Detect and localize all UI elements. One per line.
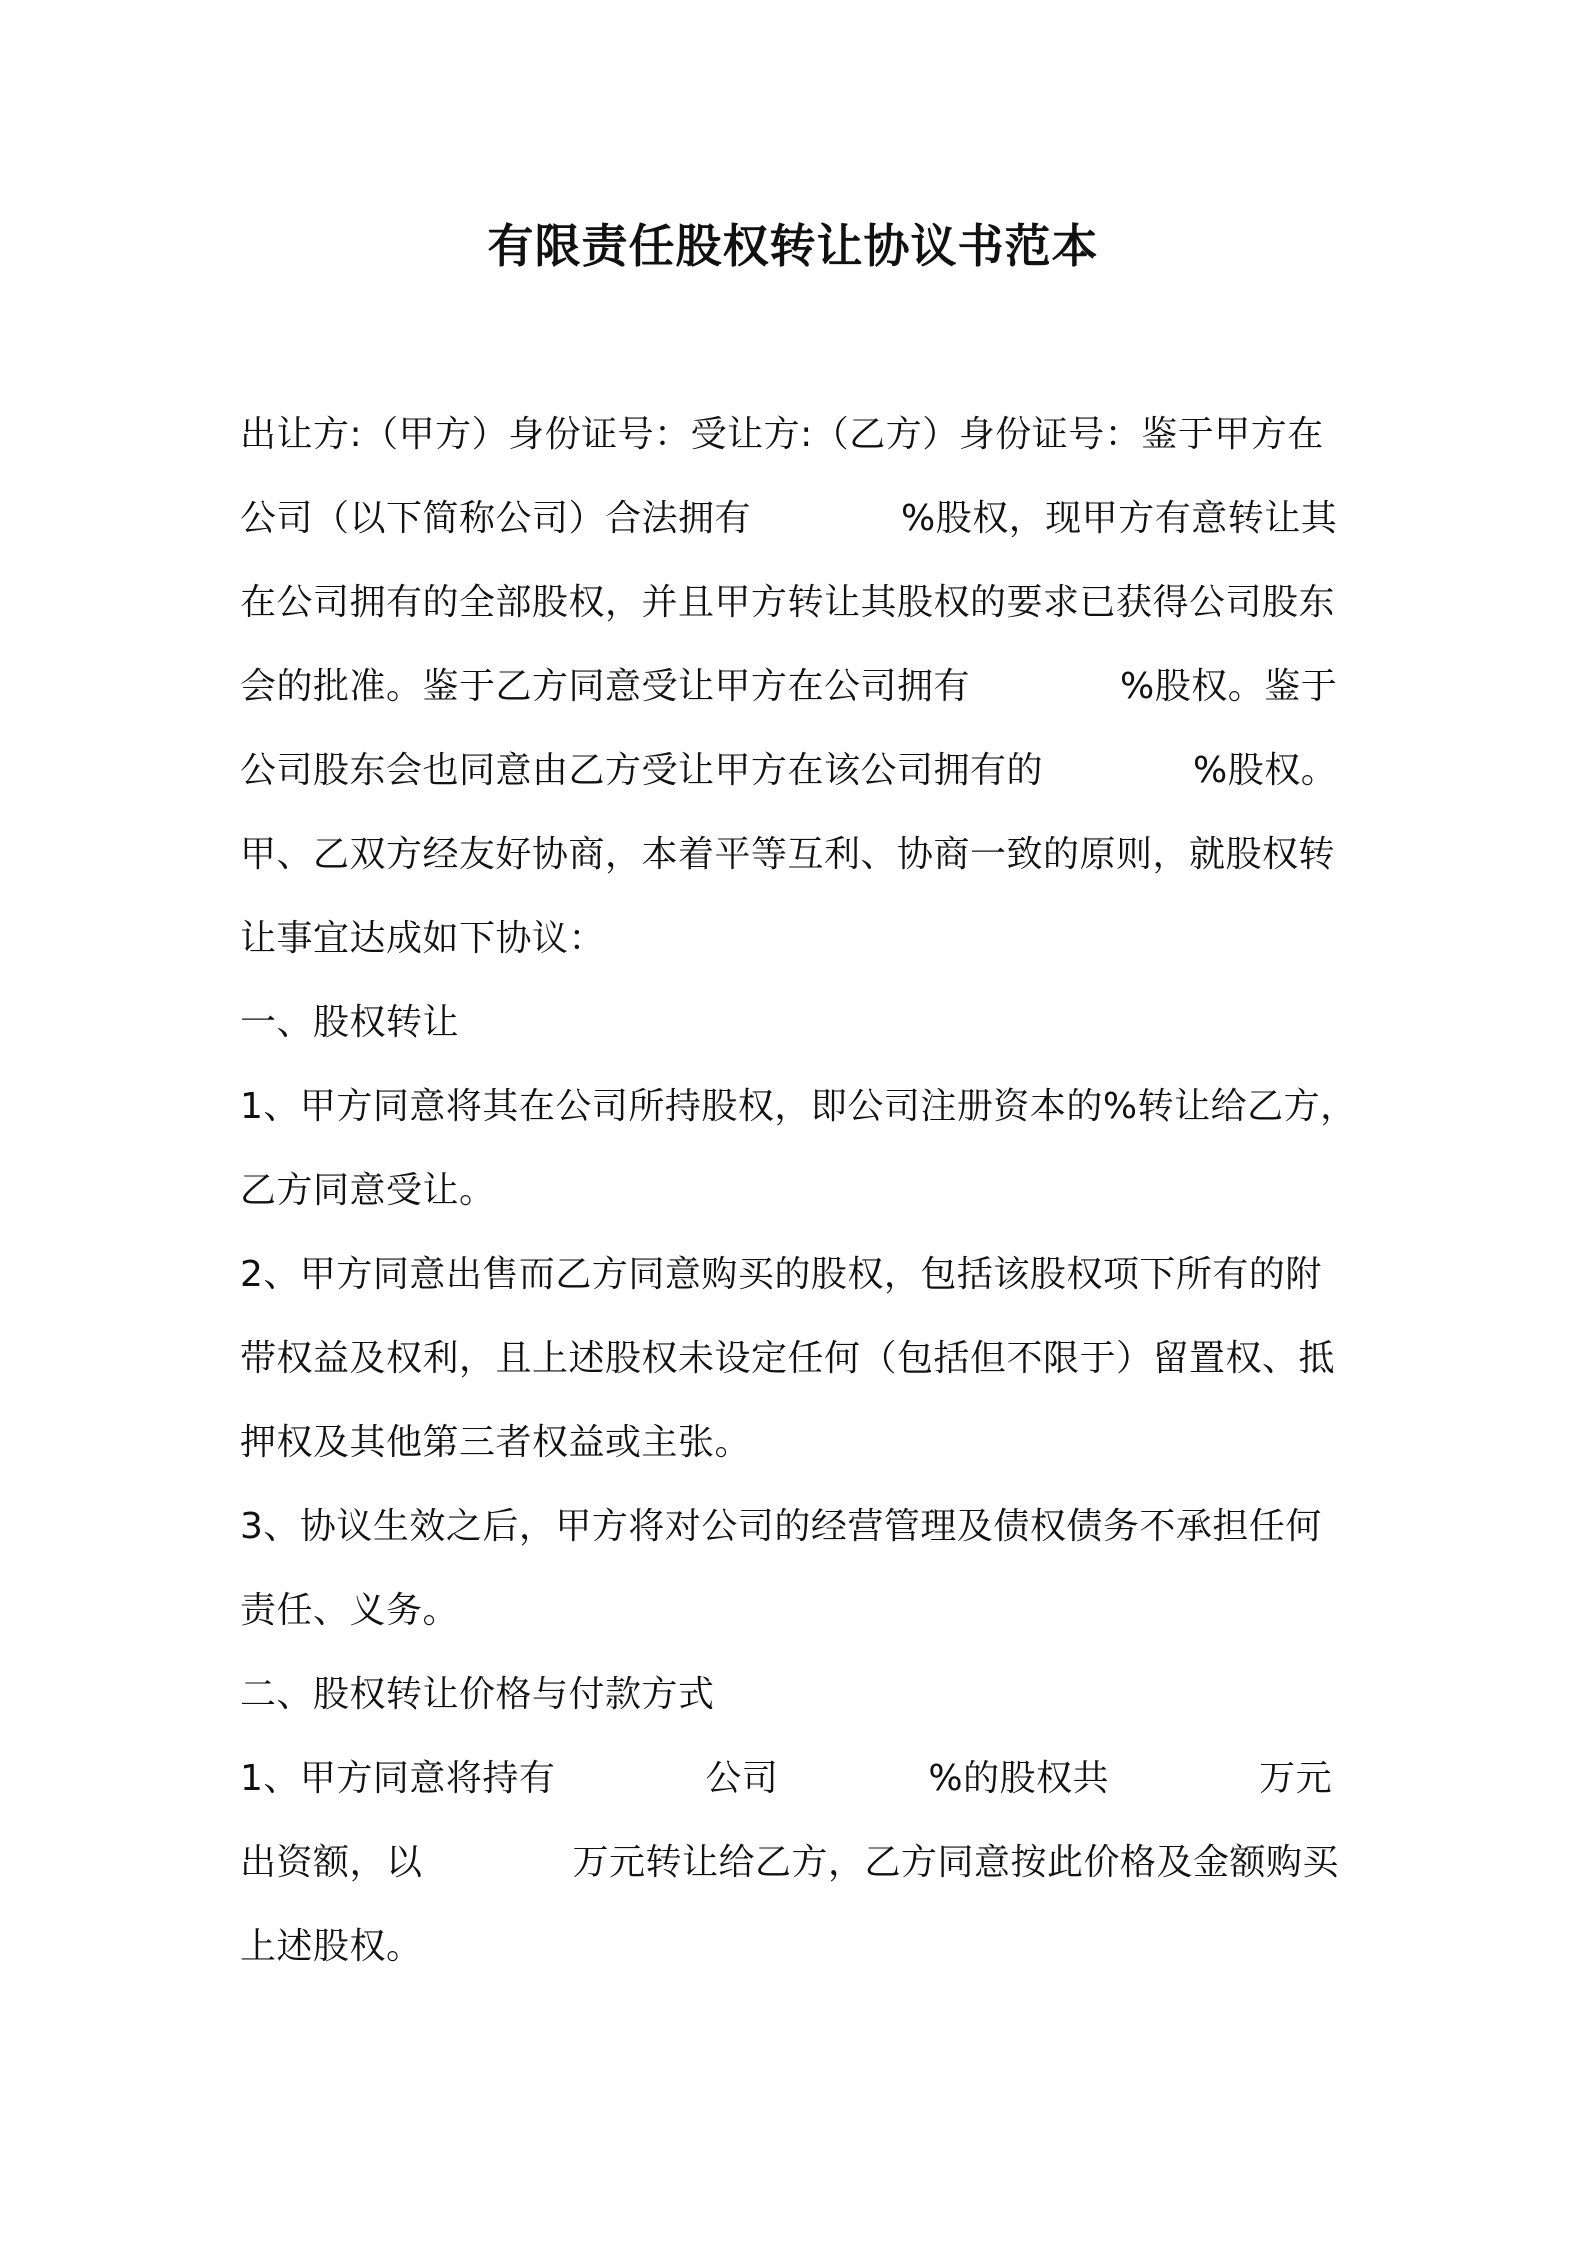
paragraph-line: 让事宜达成如下协议： — [240, 918, 606, 959]
paragraph-line: 甲、乙双方经友好协商，本着平等互利、协商一致的原则，就股权转 — [240, 834, 1336, 875]
clause-line: 2、甲方同意出售而乙方同意购买的股权，包括该股权项下所有的附 — [240, 1254, 1322, 1295]
clause-line: 押权及其他第三者权益或主张。 — [240, 1422, 752, 1463]
document-title: 有限责任股权转让协议书范本 — [487, 219, 1099, 273]
clause-line: 1、甲方同意将其在公司所持股权，即公司注册资本的%转让给乙方， — [240, 1086, 1357, 1127]
clause-line: 上述股权。 — [240, 1926, 423, 1967]
clause-line: 1、甲方同意将持有 公司 %的股权共 万元 — [240, 1758, 1333, 1799]
clause-line: 出资额，以 万元转让给乙方，乙方同意按此价格及金额购买 — [240, 1842, 1340, 1883]
paragraph-line: 公司（以下简称公司）合法拥有 %股权，现甲方有意转让其 — [240, 498, 1338, 539]
clause-line: 责任、义务。 — [240, 1590, 460, 1631]
clause-line: 3、协议生效之后，甲方将对公司的经营管理及债权债务不承担任何 — [240, 1506, 1322, 1547]
paragraph-line: 会的批准。鉴于乙方同意受让甲方在公司拥有 %股权。鉴于 — [240, 666, 1338, 707]
paragraph-line: 公司股东会也同意由乙方受让甲方在该公司拥有的 %股权。 — [240, 750, 1338, 791]
clause-line: 乙方同意受让。 — [240, 1170, 496, 1211]
paragraph-line: 出让方:（甲方）身份证号：受让方:（乙方）身份证号：鉴于甲方在 — [240, 414, 1324, 455]
clause-line: 带权益及权利，且上述股权未设定任何（包括但不限于）留置权、抵 — [240, 1338, 1336, 1379]
section-heading: 二、股权转让价格与付款方式 — [240, 1674, 715, 1715]
paragraph-line: 在公司拥有的全部股权，并且甲方转让其股权的要求已获得公司股东 — [240, 582, 1336, 623]
section-heading: 一、股权转让 — [240, 1002, 460, 1043]
